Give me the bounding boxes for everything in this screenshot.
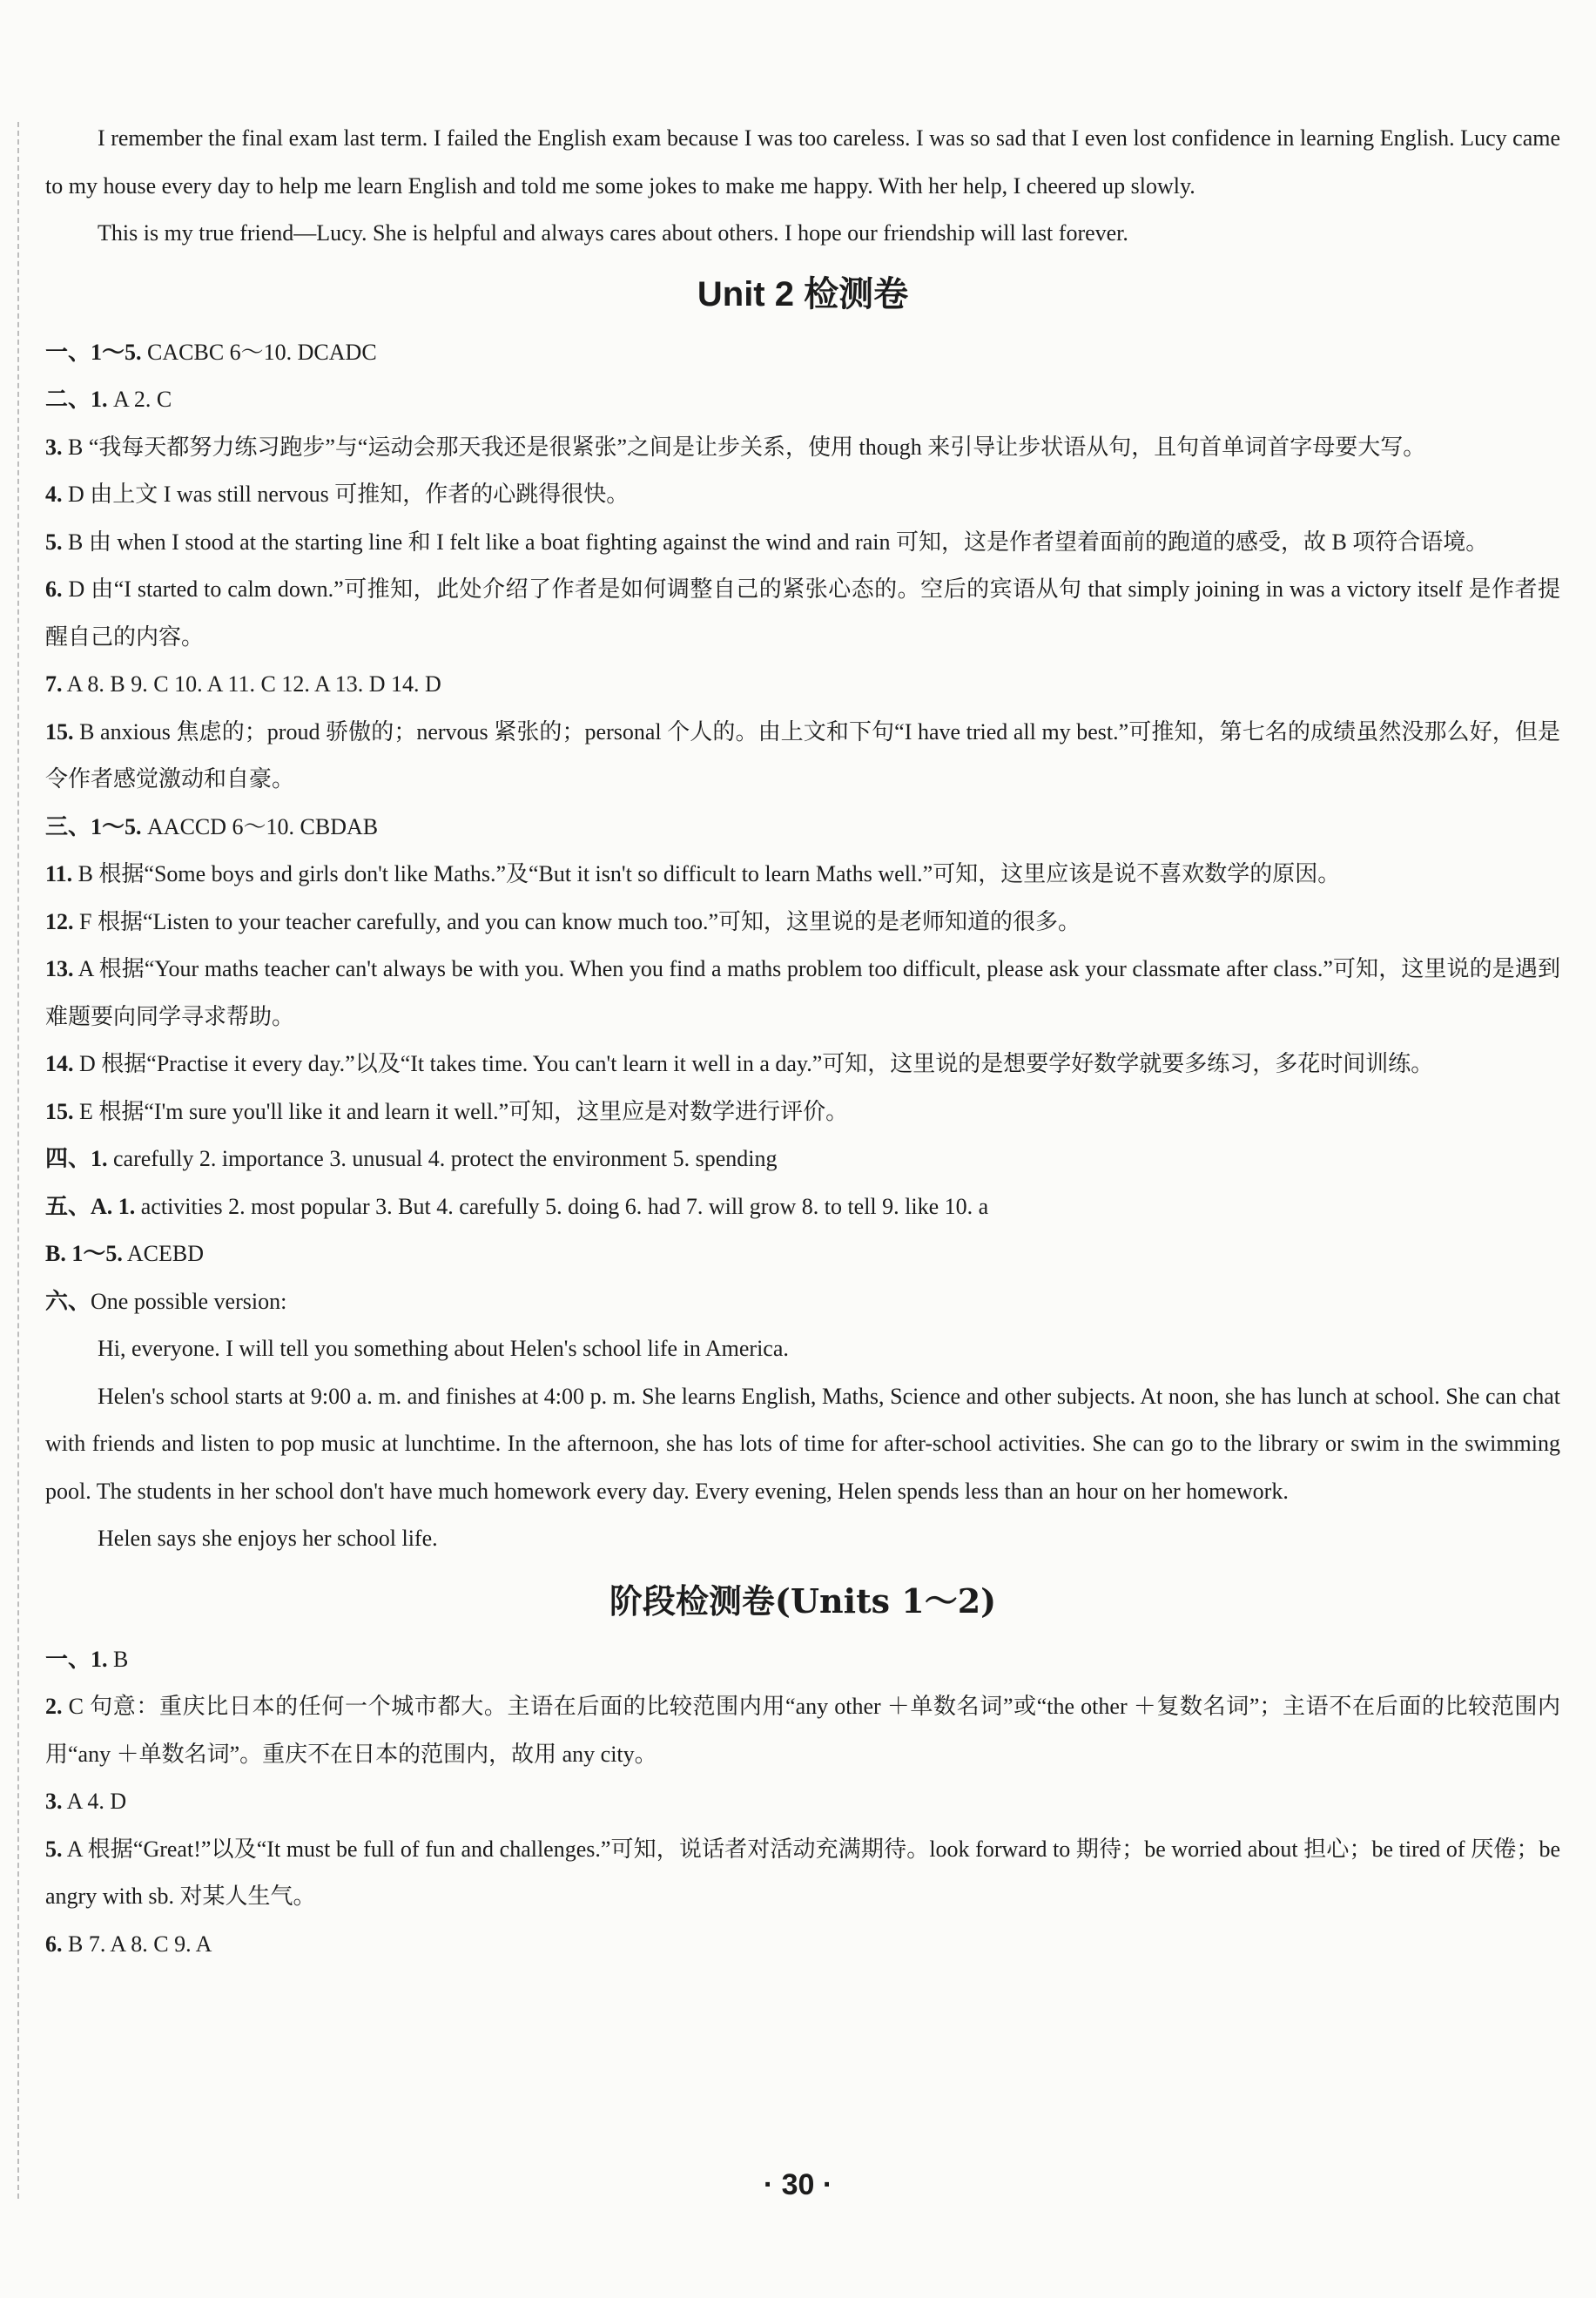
answer-line: 5. B 由 when I stood at the starting line 和 I felt like a boat fighting against the wind and rain 可知，这是作者望着面前的跑道的感受，故 B 项符合语境。 bbox=[45, 529, 1489, 555]
essay-paragraph: I remember the final exam last term. I failed the English exam because I was too careless. I was so sad that I even lost confidence in learning English. Lucy came to my house every day to help me learn English and told me some jokes to make me happy. With her help, I cheered up slowly. bbox=[45, 125, 1560, 199]
answer-line: 5. A 根据“Great!”以及“It must be full of fun and challenges.”可知，说话者对活动充满期待。look forward to 期待；be worried about 担心；be tired of 厌倦；be angry with sb. 对某人生气。 bbox=[45, 1836, 1560, 1909]
answer-line: B. 1～5. ACEBD bbox=[45, 1241, 205, 1266]
answer-line: 14. D 根据“Practise it every day.”以及“It takes time. You can't learn it well in a day.”可知，这里说的是想要学好数学就要多练习，多花时间训练。 bbox=[45, 1051, 1434, 1076]
answer-line: 15. E 根据“I'm sure you'll like it and learn it well.”可知，这里应是对数学进行评价。 bbox=[45, 1098, 849, 1124]
unit2-title: Unit 2 检测卷 bbox=[697, 274, 909, 313]
essay-paragraph: Hi, everyone. I will tell you something about Helen's school life in America. bbox=[98, 1336, 789, 1361]
stage-answers bbox=[45, 1636, 1560, 1969]
essay-paragraph: This is my true friend—Lucy. She is helpful and always cares about others. I hope our friendship will last forever. bbox=[98, 220, 1128, 246]
answer-line: 六、One possible version: bbox=[45, 1288, 287, 1314]
answer-line: 6. D 由“I started to calm down.”可推知，此处介绍了作者是如何调整自己的紧张心态的。空后的宾语从句 that simply joining in was a victory itself 是作者提醒自己的内容。 bbox=[45, 576, 1560, 650]
answer-line: 12. F 根据“Listen to your teacher carefully, and you can know much too.”可知，这里说的是老师知道的很多。 bbox=[45, 908, 1081, 934]
answer-line: 二、1. A 2. C bbox=[45, 387, 172, 412]
answer-line: 11. B 根据“Some boys and girls don't like Maths.”及“But it isn't so difficult to learn Maths well.”可知，这里应该是说不喜欢数学的原因。 bbox=[45, 861, 1341, 886]
stage-test-title: 阶段检测卷(Units 1～2) bbox=[609, 1580, 997, 1621]
answer-line: 一、1～5. CACBC 6～10. DCADC bbox=[45, 339, 377, 365]
answer-line: 6. B 7. A 8. C 9. A bbox=[45, 1931, 212, 1957]
answer-line: 7. A 8. B 9. C 10. A 11. C 12. A 13. D 14. D bbox=[45, 671, 441, 697]
answer-line: 15. B anxious 焦虑的；proud 骄傲的；nervous 紧张的；personal 个人的。由上文和下句“I have tried all my best.”可推知，第七名的成绩虽然没那么好，但是令作者感觉激动和自豪。 bbox=[45, 718, 1560, 792]
answer-line: 五、A. 1. activities 2. most popular 3. But 4. carefully 5. doing 6. had 7. will grow 8. to tell 9. like 10. a bbox=[45, 1193, 989, 1219]
answer-line: 4. D 由上文 I was still nervous 可推知，作者的心跳得很快。 bbox=[45, 482, 630, 507]
answer-line: 四、1. carefully 2. importance 3. unusual 4. protect the environment 5. spending bbox=[45, 1146, 778, 1171]
answer-page bbox=[45, 115, 1560, 1968]
answer-line: 13. A 根据“Your maths teacher can't always be with you. When you find a maths problem too difficult, please ask your classmate after class.”可知，这里说的是遇到难题要向同学寻求帮助。 bbox=[45, 956, 1560, 1029]
answer-line: 一、1. B bbox=[45, 1646, 129, 1672]
essay-paragraph: Helen's school starts at 9:00 a. m. and finishes at 4:00 p. m. She learns English, Maths, Science and other subjects. At noon, she has lunch at school. She can chat with friends and listen to pop music at lunchtime. In the afternoon, she has lots of time for after-school activities. She can go to the library or swim in the swimming pool. The students in her school don't have much homework every day. Every evening, Helen spends less than an hour on her homework. bbox=[45, 1383, 1560, 1504]
answer-line: 三、1～5. AACCD 6～10. CBDAB bbox=[45, 813, 379, 839]
unit2-answers bbox=[45, 329, 1560, 1326]
binding-margin-line bbox=[17, 122, 19, 2199]
model-essay bbox=[45, 1325, 1560, 1563]
essay-paragraph: Helen says she enjoys her school life. bbox=[98, 1526, 438, 1551]
answer-line: 3. B “我每天都努力练习跑步”与“运动会那天我还是很紧张”之间是让步关系，使用 though 来引导让步状语从句，且句首单词首字母要大写。 bbox=[45, 434, 1426, 460]
answer-line: 3. A 4. D bbox=[45, 1789, 127, 1814]
answer-line: 2. C 句意：重庆比日本的任何一个城市都大。主语在后面的比较范围内用“any other ＋单数名词”或“the other ＋复数名词”；主语不在后面的比较范围内用“any ＋单数名词”。重庆不在日本的范围内，故用 any city。 bbox=[45, 1694, 1560, 1767]
page-number: · 30 · bbox=[763, 2168, 833, 2201]
